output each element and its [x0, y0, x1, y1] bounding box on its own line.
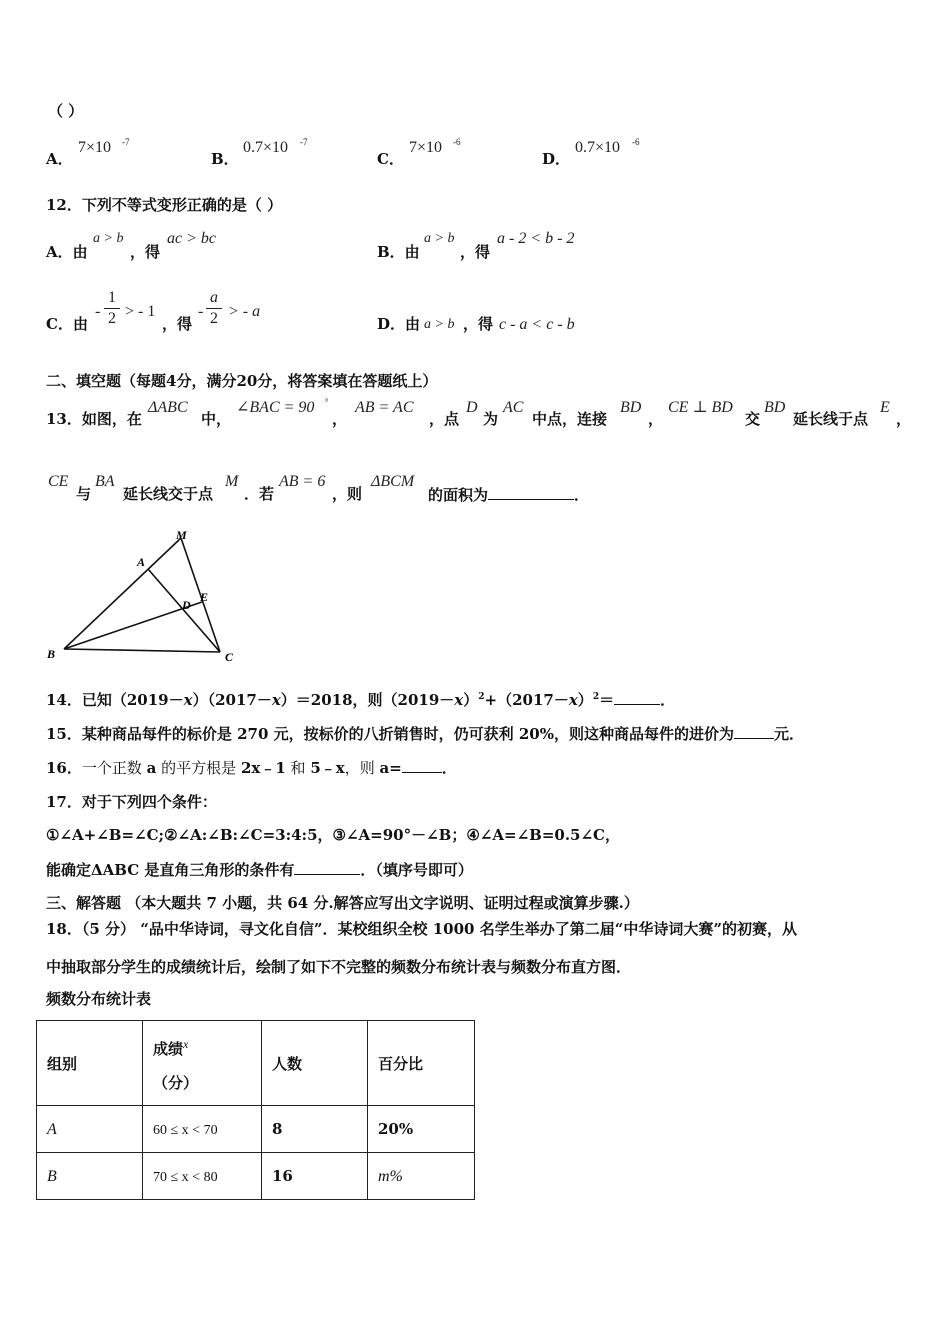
q14-mid2: ）＝2018，则（2019－ — [280, 691, 455, 709]
q14-x3: x — [454, 691, 464, 709]
fig-label-m: M — [176, 528, 187, 542]
q13-ba: BA — [95, 473, 115, 490]
q17-question — [46, 862, 473, 878]
q14-end: ． — [660, 691, 676, 709]
q12-c-minus: - — [95, 303, 101, 320]
q13-eq: AB = AC — [355, 399, 414, 416]
q13-ac: AC — [503, 399, 524, 416]
q11-option-d-expr: 0.7×10 — [575, 139, 621, 156]
q13-text-7: ， — [648, 410, 664, 428]
section-3-heading: 三、解答题 （本大题共 7 小题，共 64 分.解答应写出文字说明、证明过程或演算步骤.） — [46, 894, 639, 912]
q12-c-minus2: - — [198, 303, 204, 320]
header-count: 人数 — [262, 1021, 368, 1106]
q16-answer-blank[interactable] — [402, 760, 442, 773]
q16-end: ． — [441, 759, 457, 777]
fig-label-b: B — [47, 647, 56, 661]
table-row — [37, 1153, 475, 1200]
q12-d-cond: a > b — [424, 317, 455, 332]
fig-label-e: E — [200, 590, 209, 604]
q13-text-5: 为 — [483, 410, 499, 428]
q16-ans: a= — [379, 759, 402, 777]
q12-b-de: ，得 — [460, 243, 491, 261]
q11-option-c-expr: 7×10 — [409, 139, 443, 156]
q13-bd: BD — [620, 399, 642, 416]
q11-option-c-exp: -6 — [453, 137, 461, 147]
q12-c-de: ，得 — [162, 315, 193, 333]
q13-ce: CE — [48, 473, 69, 490]
q13-text-15 — [428, 487, 589, 503]
q12-c-rest: > - 1 — [125, 303, 156, 320]
q12-c-fraction2 — [206, 290, 222, 327]
q12-c-numerator2: a — [210, 289, 218, 306]
q14-square-2: 2 — [592, 692, 600, 702]
q14-post: ＝ — [599, 691, 615, 709]
q13-point-d: D — [466, 399, 478, 416]
segment-bm — [64, 538, 181, 649]
q12-b-result: a - 2 < b - 2 — [497, 230, 575, 247]
fig-label-a: A — [137, 555, 146, 569]
q12-c-rest2: > - a — [228, 303, 261, 320]
q14-x4: x — [568, 691, 578, 709]
q13-bcm: ΔBCM — [371, 473, 415, 490]
cell-pct: 20% — [368, 1106, 475, 1153]
q16-line — [46, 760, 457, 776]
q17-title: 17．对于下列四个条件： — [46, 793, 217, 811]
q14-mid1: ）（2017－ — [192, 691, 272, 709]
q13-text-9: 延长线于点 — [793, 410, 869, 428]
q14-answer-blank[interactable] — [614, 692, 660, 705]
q12-b-cond: a > b — [424, 231, 455, 246]
header-score-unit: （分） — [153, 1073, 199, 1092]
header-score-label: 成绩 — [153, 1039, 184, 1058]
q13-triangle-figure — [40, 526, 250, 666]
q12-a-result: ac > bc — [167, 230, 216, 247]
q12-d-de: ，得 — [463, 315, 494, 333]
q12-c-label: C．由 — [46, 315, 88, 333]
q12-d-label: D．由 — [377, 315, 421, 333]
q15-end: 元． — [773, 725, 804, 743]
q14-mid3: ） — [463, 691, 479, 709]
q11-option-b-expr: 0.7×10 — [243, 139, 289, 156]
q13-end: ． — [574, 486, 590, 504]
q11-option-d-exp: -6 — [632, 137, 640, 147]
q16-text: 一个正数 — [81, 759, 147, 777]
q18-line-1: 18．（5 分） “品中华诗词，寻文化自信”．某校组织全校 1000 名学生举办了第二届“中华诗词大赛”的初赛，从 — [46, 920, 797, 938]
q11-paren: （ ） — [48, 102, 84, 120]
q16-expr2: 5﹣x — [310, 759, 345, 777]
q18-line-2: 中抽取部分学生的成绩统计后，绘制了如下不完整的频数分布统计表与频数分布直方图． — [46, 958, 632, 976]
q17-conditions: ①∠A+∠B=∠C;②∠A:∠B:∠C=3:4:5，③∠A=90°－∠B；④∠A=∠B=0.5∠C， — [46, 826, 620, 844]
q13-text-10: ， — [896, 410, 912, 428]
q16-expr1: 2x﹣1 — [240, 759, 286, 777]
q11-option-b-label: B． — [211, 150, 239, 168]
cell-range: 60 ≤ x < 70 — [143, 1106, 262, 1153]
q12-c-denominator: 2 — [108, 310, 116, 327]
frequency-table — [36, 1020, 475, 1200]
q13-text-12: 延长线交于点 — [123, 485, 214, 503]
q12-a-cond: a > b — [93, 231, 124, 246]
q14-square-1: 2 — [478, 692, 485, 702]
q14-mid5: ） — [577, 691, 593, 709]
q13-ab6: AB = 6 — [279, 473, 326, 490]
q16-and: 和 — [285, 759, 311, 777]
q17-ask: 能确定ΔABC 是直角三角形的条件有 — [46, 861, 295, 879]
q11-option-b-exp: -7 — [300, 137, 308, 147]
q13-text-11: 与 — [76, 485, 92, 503]
table-row — [37, 1106, 475, 1153]
q17-answer-blank[interactable] — [294, 862, 360, 875]
q16-mid: 的平方根是 — [156, 759, 241, 777]
q18-table-title: 频数分布统计表 — [46, 990, 152, 1008]
q14-pre: 14．已知（2019－ — [46, 691, 184, 709]
q13-area-prompt: 的面积为 — [428, 486, 489, 504]
q14-x1: x — [183, 691, 193, 709]
q13-bd2: BD — [764, 399, 786, 416]
q12-a-de: ，得 — [130, 243, 161, 261]
cell-pct: m% — [368, 1153, 475, 1200]
q13-text-4: ，点 — [429, 410, 460, 428]
q13-text-3: ， — [332, 410, 348, 428]
cell-count: 16 — [262, 1153, 368, 1200]
q12-b-label: B．由 — [377, 243, 420, 261]
cell-group: A — [37, 1106, 143, 1153]
q12-c-fraction — [104, 290, 120, 327]
q17-ask-end: ．（填序号即可） — [360, 861, 473, 879]
section-2-heading: 二、填空题（每题4分，满分20分，将答案填在答题纸上） — [46, 372, 438, 390]
q13-text-1: 13．如图，在 — [46, 410, 142, 428]
cell-range: 70 ≤ x < 80 — [143, 1153, 262, 1200]
q13-perp: CE ⊥ BD — [668, 399, 733, 416]
q11-option-a-exp: -7 — [122, 137, 130, 147]
q13-angle: ∠BAC = 90 — [236, 399, 315, 416]
q11-option-c-label: C． — [377, 150, 404, 168]
q11-option-a-label: A． — [46, 150, 73, 168]
q16-ze: ，则 — [344, 759, 380, 777]
fig-label-d: D — [182, 598, 191, 612]
q12-c-denominator2: 2 — [210, 310, 218, 327]
q12-d-result: c - a < c - b — [499, 316, 575, 333]
q13-degree: ° — [325, 397, 329, 407]
q13-triangle: ΔABC — [148, 399, 188, 416]
header-pct: 百分比 — [368, 1021, 475, 1106]
q13-text-14: ，则 — [332, 485, 363, 503]
q13-text-13: ．若 — [244, 485, 275, 503]
q13-answer-blank[interactable] — [488, 487, 574, 500]
cell-group: B — [37, 1153, 143, 1200]
header-score — [143, 1021, 262, 1106]
q15-text: 15．某种商品每件的标价是 270 元，按标价的八折销售时，仍可获利 20%，则这种商品每件的进价为 — [46, 725, 734, 743]
header-score-var: x — [183, 1036, 189, 1051]
header-group: 组别 — [37, 1021, 143, 1106]
q12-a-label: A．由 — [46, 243, 88, 261]
q16-pre: 16． — [46, 759, 82, 777]
fig-label-c: C — [225, 650, 234, 664]
q14-line — [46, 692, 675, 708]
q15-line — [46, 726, 804, 742]
q13-text-8: 交 — [745, 410, 761, 428]
q12-c-numerator: 1 — [108, 289, 116, 306]
q14-mid4: +（2017－ — [484, 691, 569, 709]
cell-count: 8 — [262, 1106, 368, 1153]
q13-point-m: M — [225, 473, 239, 490]
q16-a: a — [146, 759, 157, 777]
q13-text-6: 中点，连接 — [532, 410, 608, 428]
q12-title: 12．下列不等式变形正确的是（ ） — [46, 196, 283, 214]
table-header-row — [37, 1021, 475, 1106]
q11-option-d-label: D． — [542, 150, 571, 168]
q13-text-2: 中， — [201, 410, 232, 428]
q11-option-a-expr: 7×10 — [78, 139, 112, 156]
q15-answer-blank[interactable] — [734, 726, 774, 739]
segment-bc — [64, 649, 220, 652]
q13-point-e: E — [880, 399, 890, 416]
q14-x2: x — [271, 691, 281, 709]
